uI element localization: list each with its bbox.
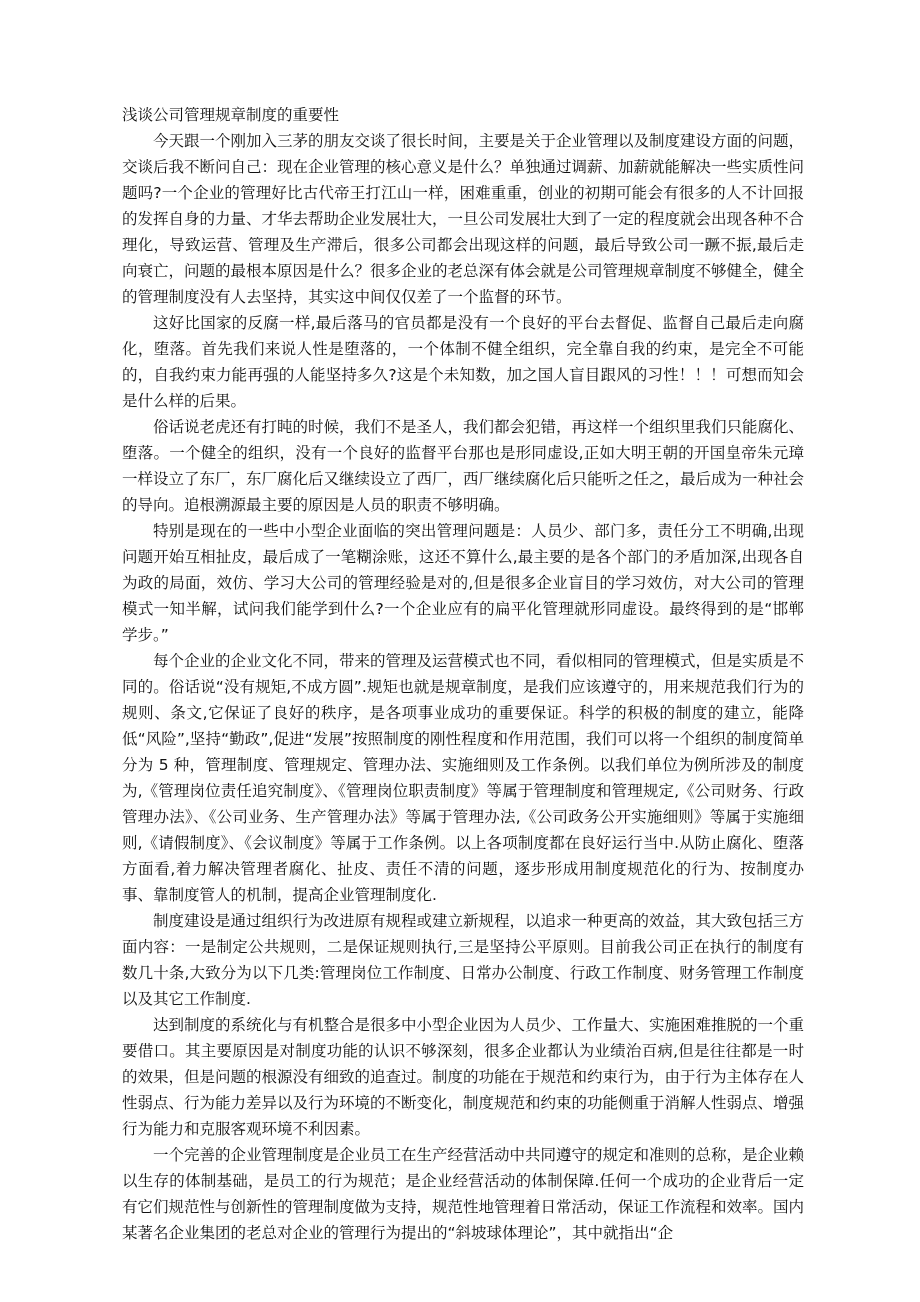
paragraph-5: 每个企业的企业文化不同，带来的管理及运营模式也不同，看似相同的管理模式，但是实质是不同的。俗话说“没有规矩,不成方圆”.规矩也就是规章制度，是我们应该遵守的，用来规范我们行为的规则、条文,它保证了良好的秩序，是各项事业成功的重要保证。科学的积极的制度的建立，能降低“风险”,坚持“勤政”,促进“发展”按照制度的刚性程度和作用范围，我们可以将一个组织的制度简单分为 5 种，管理制度、管理规定、管理办法、实施细则及工作条例。以我们单位为例所涉及的制度为,《管理岗位责任追究制度》、《管理岗位职责制度》等属于管理制度和管理规定,《公司财务、行政管理办法》、《公司业务、生产管理办法》等属于管理办法,《公司政务公开实施细则》等属于实施细则,《请假制度》、《会议制度》等属于工作条例。以上各项制度都在良好运行当中.从防止腐化、堕落方面看,着力解决管理者腐化、扯皮、责任不清的问题，逐步形成用制度规范化的行为、按制度办事、靠制度管人的机制，提高企业管理制度化.	[122, 652, 805, 904]
paragraph-3: 俗话说老虎还有打盹的时候，我们不是圣人，我们都会犯错，再这样一个组织里我们只能腐化、堕落。一个健全的组织，没有一个良好的监督平台那也是形同虚设,正如大明王朝的开国皇帝朱元璋一样设立了东厂，东厂腐化后又继续设立了西厂，西厂继续腐化后只能听之任之，最后成为一种社会的导向。追根溯源最主要的原因是人员的职责不够明确。	[122, 418, 805, 514]
paragraph-1: 今天跟一个刚加入三茅的朋友交谈了很长时间，主要是关于企业管理以及制度建设方面的问题，交谈后我不断问自己：现在企业管理的核心意义是什么？单独通过调薪、加薪就能解决一些实质性问题吗?一个企业的管理好比古代帝王打江山一样，困难重重，创业的初期可能会有很多的人不计回报的发挥自身的力量、才华去帮助企业发展壮大，一旦公司发展壮大到了一定的程度就会出现各种不合理化，导致运营、管理及生产滞后，很多公司都会出现这样的问题，最后导致公司一蹶不振,最后走向衰亡，问题的最根本原因是什么？很多企业的老总深有体会就是公司管理规章制度不够健全，健全的管理制度没有人去坚持，其实这中间仅仅差了一个监督的环节。	[122, 132, 805, 306]
paragraph-6: 制度建设是通过组织行为改进原有规程或建立新规程，以追求一种更高的效益，其大致包括三方面内容：一是制定公共规则，二是保证规则执行,三是坚持公平原则。目前我公司正在执行的制度有数几十条,大致分为以下几类:管理岗位工作制度、日常办公制度、行政工作制度、财务管理工作制度以及其它工作制度.	[122, 912, 805, 1008]
paragraph-4: 特别是现在的一些中小型企业面临的突出管理问题是：人员少、部门多，责任分工不明确,出现问题开始互相扯皮，最后成了一笔糊涂账，这还不算什么,最主要的是各个部门的矛盾加深,出现各自为政的局面，效仿、学习大公司的管理经验是对的,但是很多企业盲目的学习效仿，对大公司的管理模式一知半解，试问我们能学到什么?一个企业应有的扁平化管理就形同虚设。最终得到的是“邯郸学步。”	[122, 522, 804, 644]
paragraph-2: 这好比国家的反腐一样,最后落马的官员都是没有一个良好的平台去督促、监督自己最后走向腐化，堕落。首先我们来说人性是堕落的，一个体制不健全组织，完全靠自我的约束，是完全不可能的，自我约束力能再强的人能坚持多久?这是个未知数，加之国人盲目跟风的习性！！！可想而知会是什么样的后果。	[122, 314, 804, 410]
document-title: 浅谈公司管理规章制度的重要性	[122, 106, 340, 124]
paragraph-8: 一个完善的企业管理制度是企业员工在生产经营活动中共同遵守的规定和准则的总称，是企业赖以生存的体制基础，是员工的行为规范；是企业经营活动的体制保障.任何一个成功的企业背后一定有它们规范性与创新性的管理制度做为支持，规范性地管理着日常活动，保证工作流程和效率。国内某著名企业集团的老总对企业的管理行为提出的“斜坡球体理论”，其中就指出“企	[122, 1146, 805, 1242]
paragraph-7: 达到制度的系统化与有机整合是很多中小型企业因为人员少、工作量大、实施困难推脱的一个重要借口。其主要原因是对制度功能的认识不够深刻，很多企业都认为业绩治百病,但是往往都是一时的效果，但是问题的根源没有细致的追查过。制度的功能在于规范和约束行为，由于行为主体存在人性弱点、行为能力差异以及行为环境的不断变化，制度规范和约束的功能侧重于消解人性弱点、增强行为能力和克服客观环境不利因素。	[122, 1016, 805, 1138]
document-page	[122, 102, 804, 1246]
